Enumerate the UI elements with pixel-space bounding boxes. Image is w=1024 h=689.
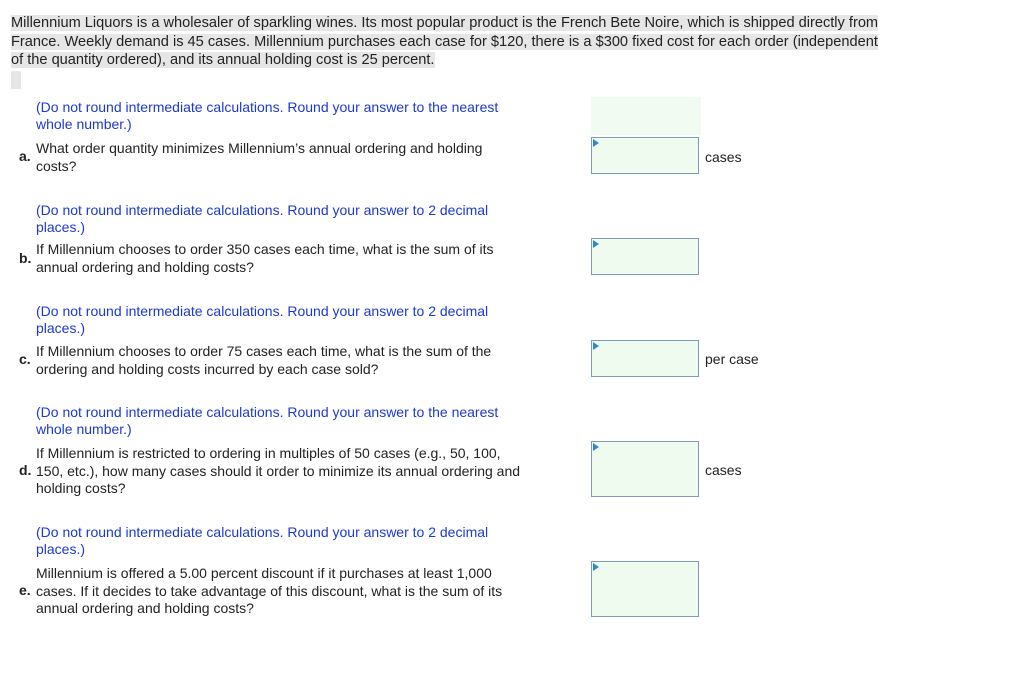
question-letter-d: d. (19, 462, 32, 478)
question-b-line-2: annual ordering and holding costs? (36, 258, 254, 275)
question-c-text (36, 343, 571, 378)
answer-box-a[interactable] (591, 137, 699, 174)
question-letter-c: c. (19, 351, 31, 367)
answer-box-d[interactable] (591, 441, 699, 497)
instruction-c-line-2: places.) (36, 320, 86, 336)
question-c-line-2: ordering and holding costs incurred by each case sold? (36, 360, 379, 377)
answer-placeholder-bg (591, 97, 701, 135)
intro-line-3: of the quantity ordered), and its annual holding cost is 25 percent. (11, 52, 435, 68)
question-d-line-3: holding costs? (36, 480, 126, 496)
instruction-d-line-1: (Do not round intermediate calculations. Round your answer to the nearest (36, 404, 499, 420)
flag-icon (593, 443, 599, 451)
instruction-a-line-2: whole number.) (36, 116, 132, 132)
intro-line-2: France. Weekly demand is 45 cases. Millennium purchases each case for $120, there is a $300 fixed cost for each order (independent (11, 33, 878, 50)
instruction-a (36, 99, 566, 133)
question-a-line-2: costs? (36, 157, 77, 174)
intro-line-1: Millennium Liquors is a wholesaler of sparkling wines. Its most popular product is the French Bete Noire, which is shipped directly from (11, 15, 879, 31)
instruction-c (36, 303, 566, 337)
question-c-line-1: If Millennium chooses to order 75 cases each time, what is the sum of the (36, 343, 492, 359)
unit-label-d: cases (705, 462, 742, 478)
unit-label-c: per case (705, 351, 759, 367)
question-e-line-3: annual ordering and holding costs? (36, 600, 254, 616)
instruction-b-line-2: places.) (36, 219, 86, 235)
instruction-a-line-1: (Do not round intermediate calculations. Round your answer to the nearest (36, 99, 499, 115)
answer-box-b[interactable] (591, 238, 699, 275)
answer-input-c[interactable] (592, 341, 698, 376)
answer-input-b[interactable] (592, 239, 698, 274)
flag-icon (593, 240, 599, 248)
question-d-line-2: 150, etc.), how many cases should it order to minimize its annual ordering and (36, 462, 521, 479)
instruction-d (36, 404, 566, 438)
flag-icon (593, 342, 599, 350)
highlight-bar (11, 71, 21, 89)
question-a-line-1: What order quantity minimizes Millennium’s annual ordering and holding (36, 140, 483, 156)
question-letter-a: a. (19, 148, 31, 164)
instruction-d-line-2: whole number.) (36, 421, 132, 437)
instruction-b (36, 202, 566, 236)
answer-box-c[interactable] (591, 340, 699, 377)
answer-input-a[interactable] (592, 138, 698, 173)
flag-icon (593, 563, 599, 571)
instruction-e (36, 524, 566, 558)
question-letter-e: e. (19, 582, 31, 598)
question-e-line-1: Millennium is offered a 5.00 percent discount if it purchases at least 1,000 (36, 565, 492, 581)
question-a-text (36, 140, 571, 175)
instruction-e-line-2: places.) (36, 541, 86, 557)
flag-icon (593, 139, 599, 147)
question-b-text (36, 241, 571, 276)
problem-statement (11, 14, 963, 70)
question-d-text (36, 445, 571, 498)
answer-input-d[interactable] (592, 442, 698, 496)
question-e-text (36, 565, 571, 618)
question-d-line-1: If Millennium is restricted to ordering in multiples of 50 cases (e.g., 50, 100, (36, 445, 501, 461)
unit-label-a: cases (705, 149, 742, 165)
answer-box-e[interactable] (591, 561, 699, 617)
instruction-b-line-1: (Do not round intermediate calculations. Round your answer to 2 decimal (36, 202, 489, 218)
question-letter-b: b. (19, 250, 32, 266)
instruction-c-line-1: (Do not round intermediate calculations. Round your answer to 2 decimal (36, 303, 489, 319)
question-e-line-2: cases. If it decides to take advantage of this discount, what is the sum of its (36, 582, 503, 599)
answer-input-e[interactable] (592, 562, 698, 616)
instruction-e-line-1: (Do not round intermediate calculations. Round your answer to 2 decimal (36, 524, 489, 540)
question-b-line-1: If Millennium chooses to order 350 cases each time, what is the sum of its (36, 241, 494, 257)
